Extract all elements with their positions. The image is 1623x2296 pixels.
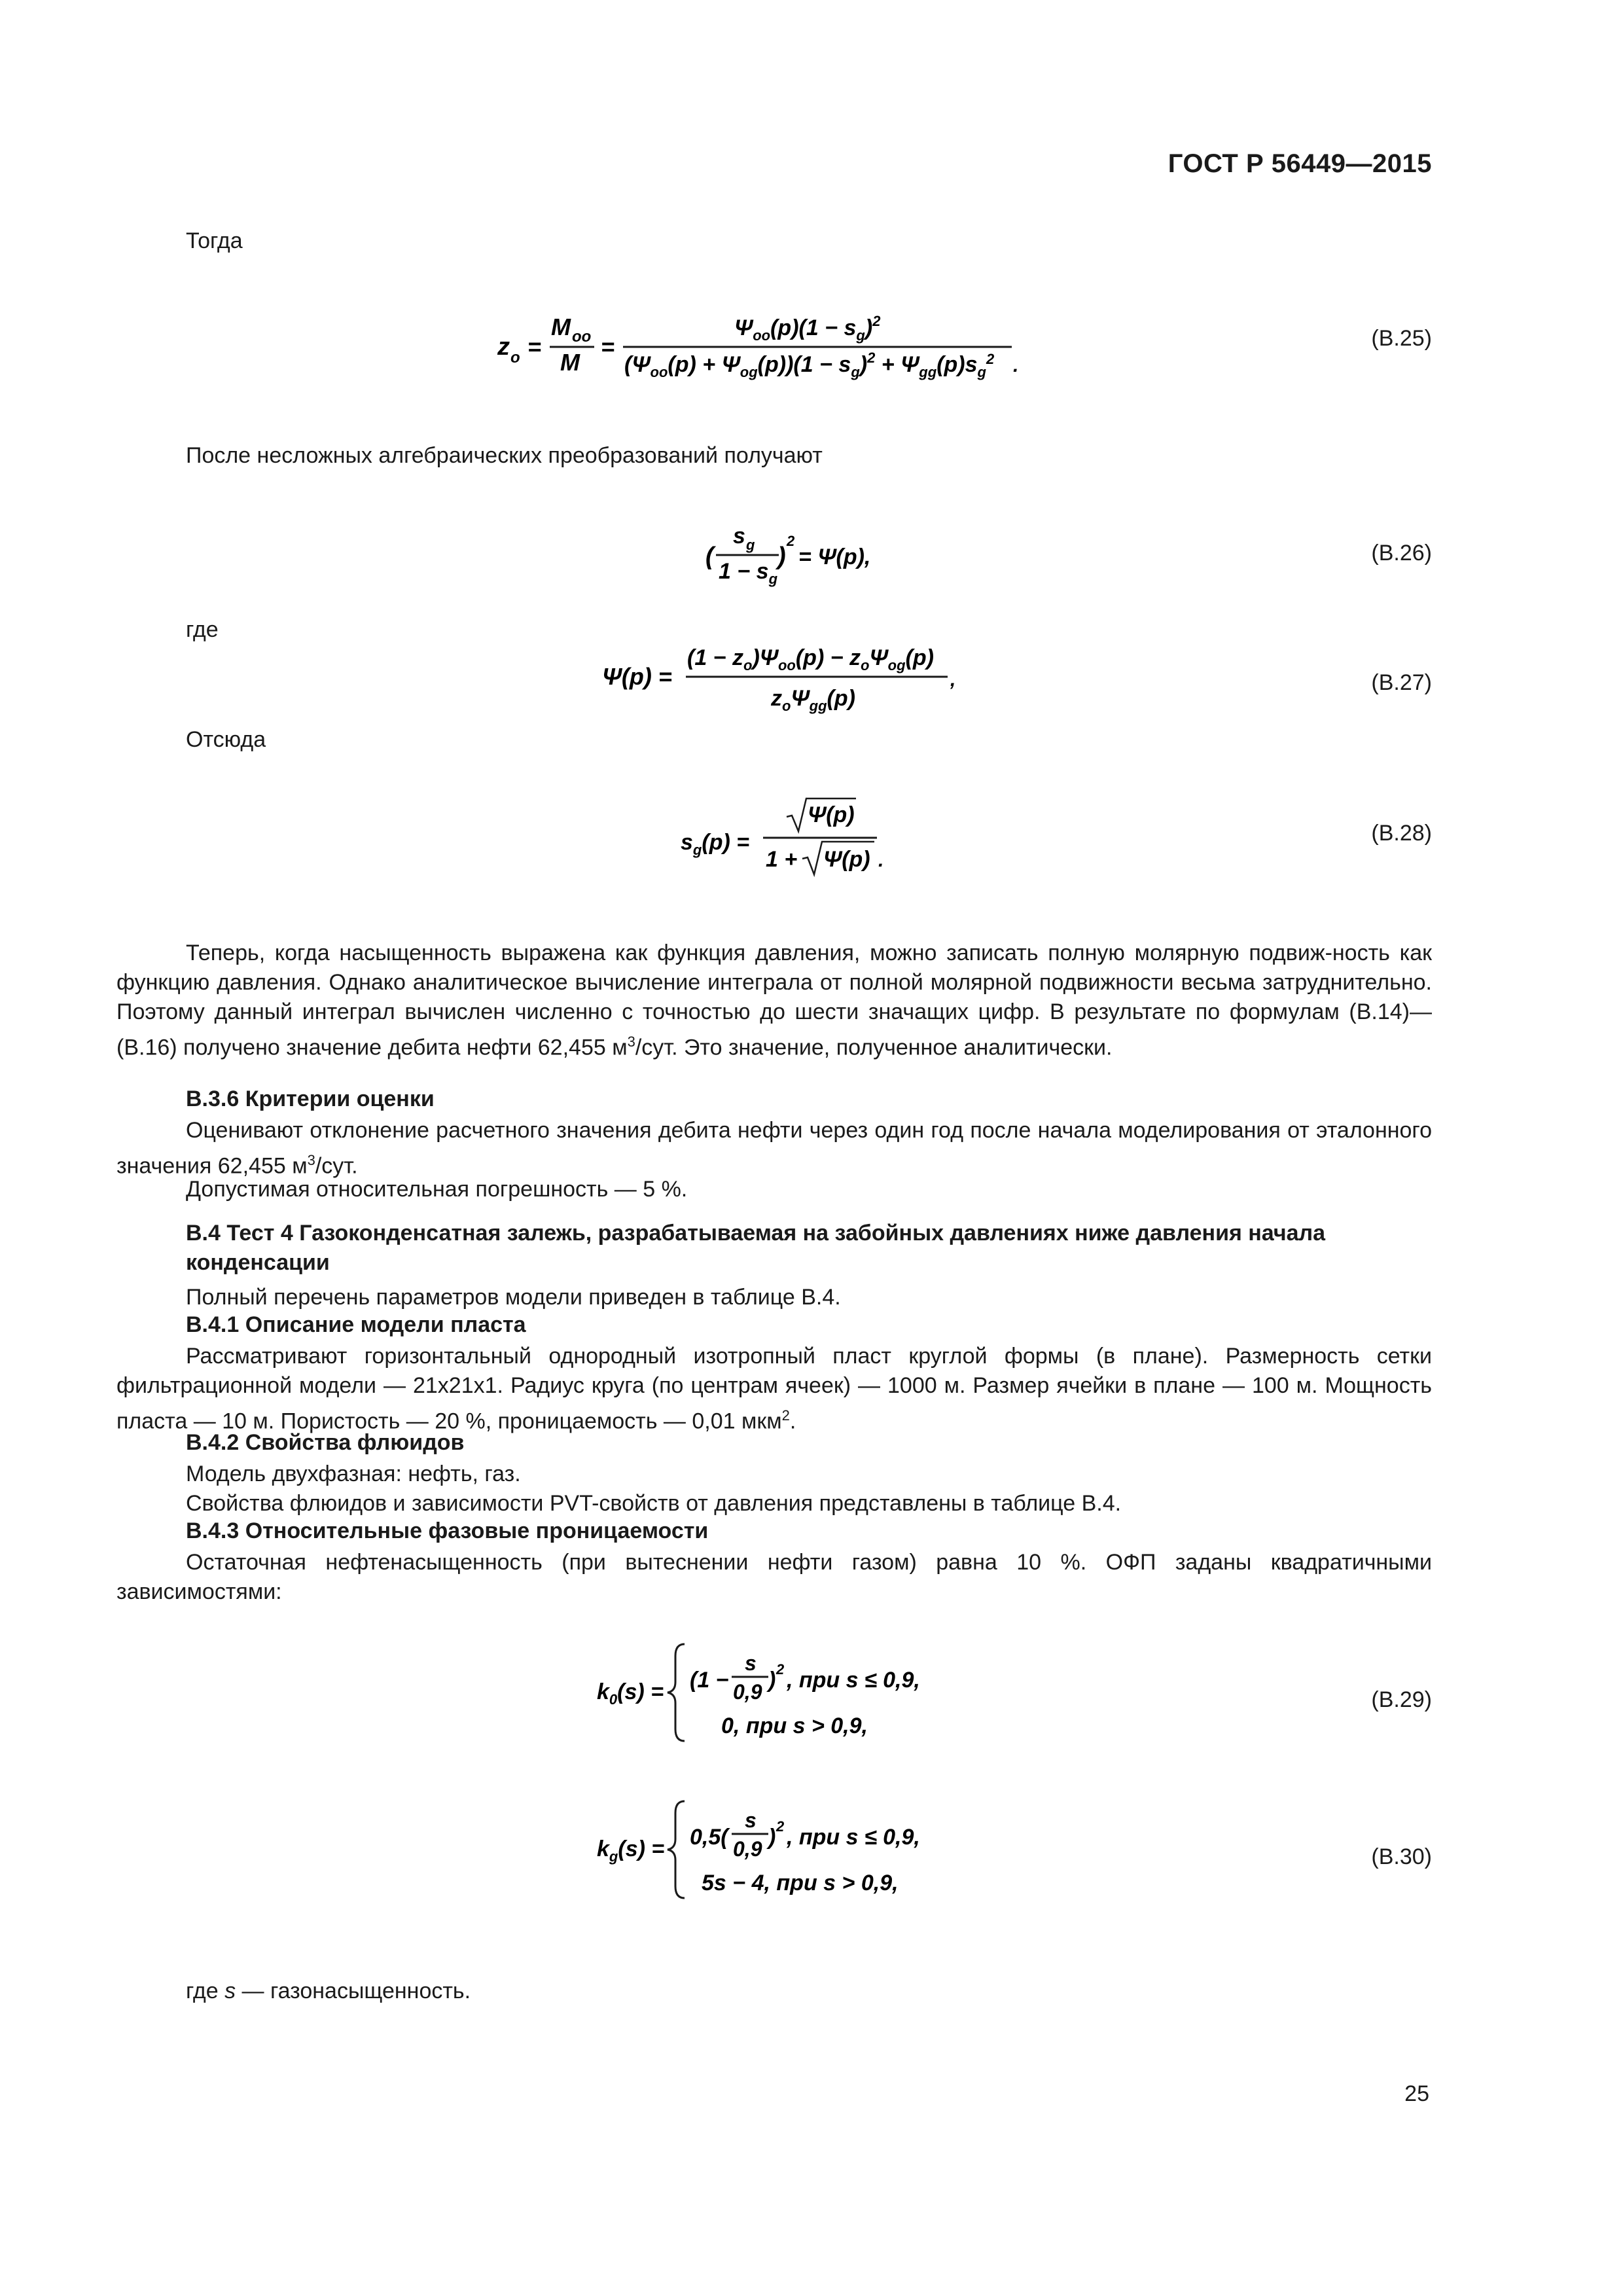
text-b4-params: Полный перечень параметров модели приведен в таблице В.4. xyxy=(186,1285,841,1310)
svg-text:2: 2 xyxy=(787,533,795,549)
svg-text:s: s xyxy=(733,524,745,548)
text-b42-2: Свойства флюидов и зависимости PVT-свойств от давления представлены в таблице В.4. xyxy=(186,1491,1122,1516)
svg-text:g: g xyxy=(746,537,755,553)
svg-text:zoΨgg(p): $z_o\Psi_{gg}(p)$ xyxy=(771,686,855,714)
svg-text:sg(p) =: $s_g(p)$ = xyxy=(681,830,750,858)
svg-text:, при s ≤ 0,9,: , при s ≤ 0,9, xyxy=(787,1668,920,1693)
svg-text:2: 2 xyxy=(776,1661,785,1677)
svg-text:(Ψoo(p) + Ψog(p))(1 − sg)2 + Ψ: $(\Psi_{oo}(p) + \Psi_{og}(p))(1 - s_g)^2 + \Psi_{gg}(p)s_g^2$ xyxy=(624,350,995,380)
svg-text:(1 − zo)Ψoo(p) − zoΨog(p): $(1 - z_o)\Psi_{oo}(p) - z_o\Psi_{og}(p)$ xyxy=(687,645,934,673)
equation-number-b26: (В.26) xyxy=(1371,541,1432,565)
svg-text:2: 2 xyxy=(776,1818,785,1835)
page-number: 25 xyxy=(1404,2081,1429,2106)
svg-text:(1 −: (1 − xyxy=(690,1668,729,1693)
paragraph-b43: Остаточная нефтенасыщенность (при вытеснении нефти газом) равна 10 %. ОФП заданы квадратичными зависимостями: xyxy=(116,1550,1432,1604)
formula-b29 xyxy=(597,1636,963,1753)
svg-text:M: M xyxy=(551,314,571,340)
svg-text:s: s xyxy=(745,1808,757,1832)
paragraph-teper: Теперь, когда насыщенность выражена как функция давления, можно записать полную молярную подвиж-ность как функцию давления. Однако аналитическое вычисление интеграла от полной молярной подвижности весьма затруднительно. Поэтому данный интеграл вычислен численно с точностью до шести значащих цифр. В результате по формулам (В.14)—(В.16) получено значение дебита нефти 62,455 $м^3$/сут. Это значение, полученное аналитически. xyxy=(116,941,1432,1060)
svg-text:Ψ(p): Ψ(p) xyxy=(808,802,855,827)
formula-b25 xyxy=(497,300,1021,397)
svg-text:kg(s) =: $k_g(s)$ = xyxy=(597,1837,665,1865)
equation-number-b29: (В.29) xyxy=(1371,1687,1432,1712)
svg-text:(: ( xyxy=(705,543,714,570)
heading-b4: В.4 Тест 4 Газоконденсатная залежь, разрабатываемая на забойных давлениях ниже давления начала конденсации xyxy=(186,1221,1326,1275)
svg-text:M: M xyxy=(560,349,580,376)
svg-text:): ) xyxy=(768,1668,776,1693)
svg-text:, при s ≤ 0,9,: , при s ≤ 0,9, xyxy=(787,1825,920,1850)
svg-text:z: z xyxy=(497,333,510,361)
svg-text:,: , xyxy=(950,669,956,691)
svg-text:Ψ(p): Ψ(p) xyxy=(823,847,870,872)
text-gde-1: где xyxy=(186,617,219,642)
text-otsyuda: Отсюда xyxy=(186,727,266,752)
svg-text:0,5(: 0,5( xyxy=(690,1825,728,1850)
text-togda: Тогда xyxy=(186,228,243,253)
text-after-algebra: После несложных алгебраических преобразований получают xyxy=(186,443,823,468)
svg-text:Ψ(p) =: Ψ(p) = xyxy=(602,663,672,690)
text-b42-1: Модель двухфазная: нефть, газ. xyxy=(186,1462,521,1486)
formula-b30 xyxy=(597,1793,963,1910)
paragraph-b41: Рассматривают горизонтальный однородный изотропный пласт круглой формы (в плане). Размерность сетки фильтрационной модели — 21x21x1. Радиус круга (по центрам ячеек) — 1000 м. Размер ячейки в плане — 100 м. Мощность пласта — 10 м. Пористость — 20 %, проницаемость — 0,01 мкм$^2$. xyxy=(116,1344,1432,1434)
formula-b28 xyxy=(681,793,890,884)
svg-text:.: . xyxy=(1013,355,1019,376)
paragraph-b36: Оценивают отклонение расчетного значения дебита нефти через один год после начала моделирования от эталонного значения 62,455 $м^3$/сут. xyxy=(116,1118,1432,1179)
equation-number-b30: (В.30) xyxy=(1371,1844,1432,1869)
heading-b41: В.4.1 Описание модели пласта xyxy=(186,1312,526,1337)
document-id: ГОСТ Р 56449—2015 xyxy=(1168,149,1432,178)
equation-number-b28: (В.28) xyxy=(1371,821,1432,846)
svg-text:o: o xyxy=(510,349,520,367)
svg-text:1 − sg: $1 - s_g$ xyxy=(719,559,778,587)
svg-text:0,9: 0,9 xyxy=(733,1680,762,1704)
text-b36-tolerance: Допустимая относительная погрешность — 5 %. xyxy=(186,1177,688,1202)
heading-b42: В.4.2 Свойства флюидов xyxy=(186,1430,465,1455)
formula-b27 xyxy=(602,635,969,726)
svg-text:= Ψ(p),: = Ψ(p), xyxy=(798,545,871,569)
svg-text:oo: oo xyxy=(572,328,592,346)
svg-text:=: = xyxy=(601,333,615,360)
heading-b36: В.3.6 Критерии оценки xyxy=(186,1086,435,1111)
equation-number-b25: (В.25) xyxy=(1371,326,1432,351)
svg-text:5s − 4, при s > 0,9,: 5s − 4, при s > 0,9, xyxy=(702,1871,899,1895)
svg-text:s: s xyxy=(745,1651,757,1675)
equation-number-b27: (В.27) xyxy=(1371,670,1432,695)
svg-text:): ) xyxy=(768,1825,776,1850)
svg-text:=: = xyxy=(527,333,542,360)
svg-text:k0(s) =: $k_0(s)$ = xyxy=(597,1679,664,1708)
svg-text:): ) xyxy=(777,543,786,570)
svg-text:.: . xyxy=(878,850,884,871)
svg-text:Ψoo(p)(1 − sg)2: $\Psi_{oo}(p)(1 - s_g)^2$ xyxy=(734,313,881,344)
svg-text:1 +: 1 + xyxy=(766,847,798,872)
svg-text:0, при s > 0,9,: 0, при s > 0,9, xyxy=(721,1713,868,1738)
formula-b26 xyxy=(705,517,876,601)
svg-text:0,9: 0,9 xyxy=(733,1837,762,1861)
text-gde-s: где s — газонасыщенность. xyxy=(186,1979,471,2003)
heading-b43: В.4.3 Относительные фазовые проницаемости xyxy=(186,1518,709,1543)
